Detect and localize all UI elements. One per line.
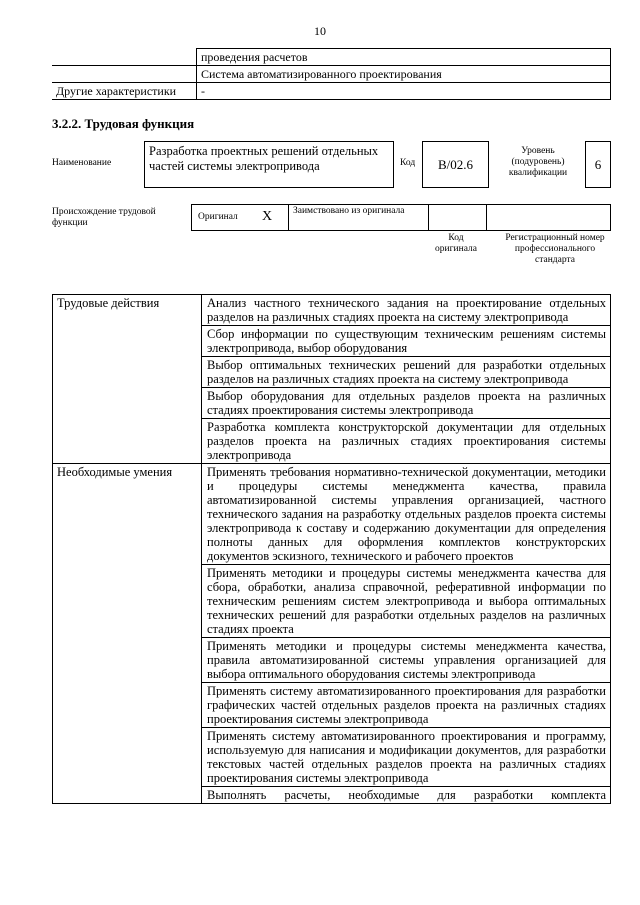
original-mark: X (262, 209, 273, 224)
list-item: Применять требования нормативно-технической документации, методики и процедуры системы менеджмента качества, правила автоматизированной системы управления организацией, частного технического задания на разработку отдельных разделов проекта системы электропривода к составу и содержанию документации для определения полноты данных для оформления комплектов конструкторских документов эскизного, технического и рабочего проектов (202, 464, 610, 565)
divider (428, 205, 429, 230)
list-item: Применять методики и процедуры системы менеджмента качества, правила автоматизированной системы управления организацией для выбора оптимального оборудования системы электропривода (202, 638, 610, 683)
table-cell-value: - (197, 83, 611, 100)
list-item: Анализ частного технического задания на проектирование отдельных разделов на различных стадиях проекта на систему электропривода (202, 295, 610, 326)
reg-number-caption: Регистрационный номер профессионального стандарта (505, 233, 605, 265)
table-cell-label: Другие характеристики (52, 83, 197, 100)
section-title: 3.2.2. Трудовая функция (52, 116, 195, 131)
table-cell-label (52, 66, 197, 83)
origin-label: Происхождение трудовой функции (52, 207, 156, 228)
divider (288, 205, 289, 230)
function-name-box (144, 141, 394, 188)
function-code: B/02.6 (437, 156, 474, 172)
function-name: Разработка проектных решений отдельных частей системы электропривода (149, 144, 379, 173)
table-cell-value: Система автоматизированного проектирования (197, 66, 611, 83)
list-item: Выбор оборудования для отдельных разделов проекта на различных стадиях проектирования системы электропривода (202, 388, 610, 419)
table-row (52, 83, 611, 100)
list-item: Разработка комплекта конструкторской документации для отдельных разделов проекта на различных стадиях проектирования системы электропривода (207, 420, 606, 462)
page-number: 10 (314, 24, 326, 38)
function-code-box (422, 141, 489, 188)
code-original-caption: Код оригинала (435, 233, 477, 254)
code-label: Код (400, 158, 416, 168)
list-item: Выполнять расчеты, необходимые для разработки комплекта (207, 788, 606, 802)
labor-actions-label: Трудовые действия (53, 295, 202, 464)
required-skills-label: Необходимые умения (53, 464, 202, 804)
level-label: Уровень (подуровень) квалификации (508, 146, 568, 178)
required-skills-cell (202, 464, 611, 804)
labor-actions-cell (202, 295, 611, 464)
table-row (52, 49, 611, 66)
table-row (52, 66, 611, 83)
table-cell-label (52, 49, 197, 66)
list-item: Применять систему автоматизированного проектирования для разработки графических частей отдельных разделов проекта на различных стадиях проектирования системы электропривода (202, 683, 610, 728)
list-item: Применять систему автоматизированного проектирования и программу, используемую для написания и модификации документов, для разработки текстовых частей отдельных разделов проекта на различных стадиях проектирования системы электропривода (202, 728, 610, 787)
name-label: Наименование (52, 158, 112, 168)
borrowed-label: Заимствовано из оригинала (293, 206, 405, 216)
origin-table (191, 204, 611, 231)
level-value-box (585, 141, 611, 188)
table-row (53, 464, 611, 804)
function-details-table (52, 294, 611, 804)
table-row (53, 295, 611, 464)
list-item: Сбор информации по существующим техническим решениям системы электропривода, выбор оборудования (202, 326, 610, 357)
original-label: Оригинал (198, 212, 238, 222)
list-item: Выбор оптимальных технических решений для разработки отдельных разделов на различных стадиях проекта на систему электропривода (202, 357, 610, 388)
list-item: Применять методики и процедуры системы менеджмента качества для сбора, обработки, анализа справочной, реферативной информации по техническим решениям систем электропривода и выбора оптимальных технических решений для разработки отдельных разделов на различных стадиях проекта (202, 565, 610, 638)
table-cell-value: проведения расчетов (197, 49, 611, 66)
divider (486, 205, 487, 230)
continuation-table (52, 48, 611, 100)
level-value: 6 (594, 156, 602, 172)
